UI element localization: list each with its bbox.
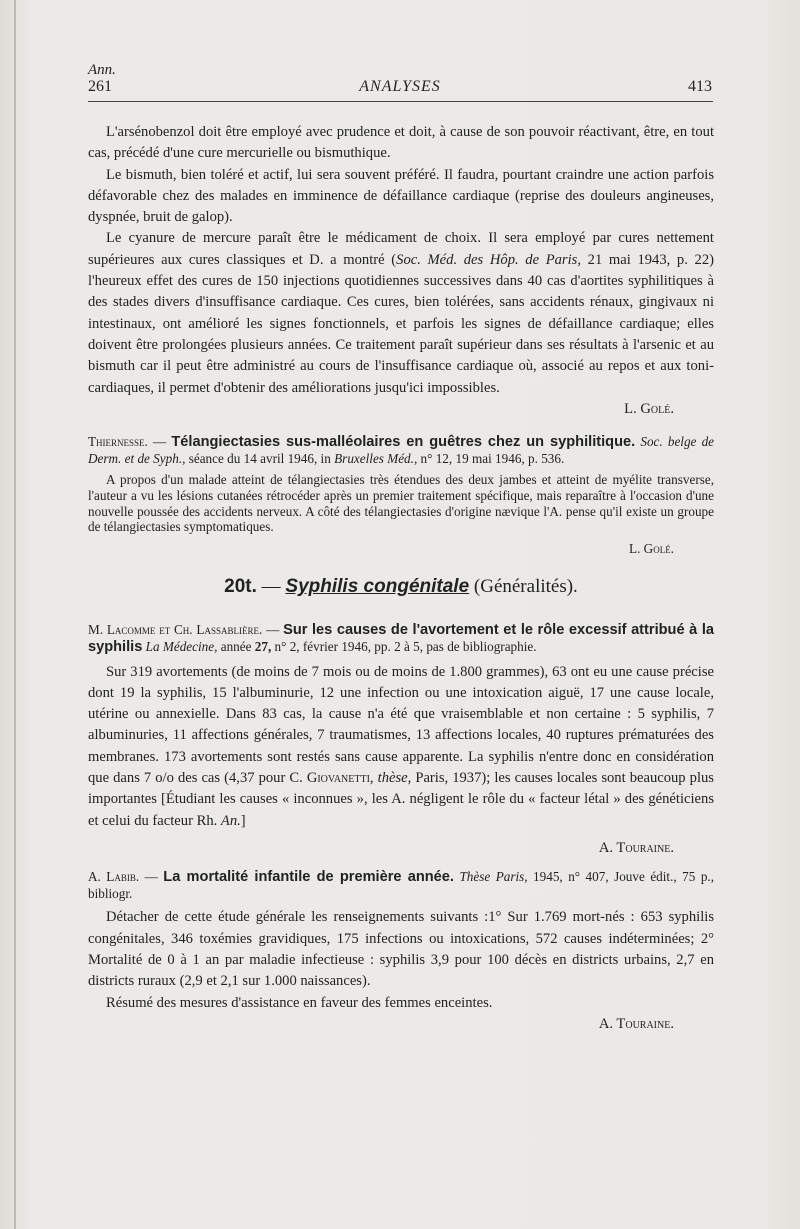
entry-text-cont: Paris, 1937); les causes locales sont beaucoup plus importantes [Étudiant les causes « inconnues », les A. négligent le rôle du « facteur létal » des généticiens et celui du facteur Rh.: [88, 769, 714, 829]
section-subtitle: (Généralités).: [469, 576, 578, 598]
entry-reference: Soc. belge de Derm. et de Syph.,: [88, 434, 715, 466]
entry-cited-author: Giovanetti,: [306, 769, 374, 786]
entry-reference-journal: Bruxelles Méd.,: [334, 450, 418, 466]
entry-reference-journal: La Médecine,: [142, 638, 218, 654]
entry-labib-text-1: Détacher de cette étude générale les renseignements suivants :1° Sur 1.769 mort-nés : 653 syphilis congénitales, 346 toxémies gravidiques, 175 infections ou intoxications, 572 causes indéterminées; 2° Mortalité de 0 à 1 an par maladie infectieuse : syphilis 3,9 pour 100 décès en districts urbains, 2,7 en districts ruraux (2,9 et 2,1 sur 1.000 naissances).: [88, 909, 714, 990]
section-heading: [88, 576, 714, 598]
entry-text: Sur 319 avortements (de moins de 7 mois ou de moins de 1.800 grammes), 63 ont eu une cause précise dont 19 la syphilis, 15 l'albuminurie, 12 une infection ou une intoxication aiguë, 17 une cause locale, utérine ou annexielle. Dans 83 cas, la cause n'a été que vraisemblable et non certaine : 5 syphilis, 7 albuminuries, 11 affections générales, 7 traumatismes, 13 affections locales, 40 ruptures prématurées des membranes. 173 avortements sont restés sans cause apparente. La syphilis n'entre donc en considération que dans 7 o/o des cas (4,37 pour C.: [88, 663, 714, 786]
entry-thiernesse-text: A propos d'un malade atteint de télangiectasies très étendues des deux jambes et atteint de myélite transverse, l'auteur a vu les lésions cutanées rétrocéder après un premier traitement spécifique, mais reparaître à l'occasion d'une nouvelle poussée des accidents nerveux. A côté des télangiectasies d'origine nævique l'A. pense qu'il existe un groupe de télangiectasies symptomatiques.: [88, 472, 714, 535]
entry-thiernesse-citation: [88, 434, 714, 466]
entry-text-end: ]: [240, 812, 246, 829]
binding-edge: [14, 0, 16, 1229]
entry-dash: —: [262, 622, 284, 638]
entry-lacomme-text: [88, 662, 714, 832]
running-head-volume: 261: [88, 78, 112, 95]
signature-touraine-2: A. Touraine.: [598, 1015, 674, 1032]
signature-gole-2: L. Golé.: [629, 540, 674, 556]
running-head-title: ANALYSES: [359, 78, 441, 95]
entry-title: Télangiectasies sus-malléolaires en guêtres chez un syphilitique.: [171, 434, 636, 451]
entry-cited-work: thèse,: [373, 769, 412, 786]
signature-touraine-1: A. Touraine.: [598, 839, 674, 856]
running-head-journal: Ann.: [88, 62, 116, 78]
entry-reference: Thèse Paris,: [453, 869, 528, 885]
entry-author: M. Lacomme et Ch. Lassablière.: [88, 622, 263, 638]
intro-paragraph-3: [88, 228, 714, 398]
entry-dash: —: [147, 434, 172, 450]
section-dash: —: [256, 576, 286, 598]
entry-labib-citation: [88, 869, 714, 901]
entry-labib-text-2: Résumé des mesures d'assistance en faveur des femmes enceintes.: [106, 994, 493, 1011]
entry-author: Thiernesse.: [88, 434, 148, 450]
entry-reference-end: n° 2, février 1946, pp. 2 à 5, pas de bibliographie.: [271, 638, 537, 654]
entry-dash: —: [139, 869, 164, 885]
intro-p3-reference: Soc. Méd. des Hôp. de Paris,: [396, 251, 581, 268]
section-number: 20t.: [224, 576, 257, 598]
entry-reference-year: 27,: [254, 638, 272, 654]
entry-author: A. Labib.: [88, 869, 140, 885]
entry-lacomme-citation: [88, 622, 714, 655]
section-title: Syphilis congénitale: [285, 576, 470, 598]
signature-gole-1: L. Golé.: [624, 400, 674, 417]
entry-title: La mortalité infantile de première année.: [163, 869, 454, 886]
entry-reference-mid: séance du 14 avril 1946, in: [185, 450, 335, 466]
entry-annotation-mark: An.: [220, 812, 241, 829]
intro-paragraph-2: Le bismuth, bien toléré et actif, lui sera souvent préféré. Il faudra, pourtant craindre une action parfois défavorable chez des malades en imminence de défaillance cardiaque (reprise des douleurs angineuses, dyspnée, bruit de galop).: [88, 166, 714, 226]
intro-p3-text: Le cyanure de mercure paraît être le médicament de choix. Il sera employé par cures nettement supérieures aux cures classiques et D. a montré (: [88, 230, 714, 268]
intro-paragraph-1: L'arsénobenzol doit être employé avec prudence et doit, à cause de son pouvoir réactivant, être, en tout cas, précédé d'une cure mercurielle ou bismuthique.: [88, 124, 714, 162]
page-body: [88, 122, 714, 1035]
entry-reference-end: n° 12, 19 mai 1946, p. 536.: [417, 450, 565, 466]
entry-reference-end: 1945, n° 407, Jouve édit., 75 p., bibliogr.: [88, 869, 715, 901]
entry-title: Sur les causes de l'avortement et le rôle excessif attribué à la syphilis: [88, 622, 715, 655]
page-number: 413: [688, 78, 712, 95]
intro-p3-text-end: 21 mai 1943, p. 22) l'heureux effet des cures de 150 injections quotidiennes successives dans 40 cas d'aortites syphilitiques à des stades divers d'insuffisance cardiaque. Ces cures, bien tolérées, sans accidents rénaux, gingivaux ni intestinaux, ont amélioré les signes fonctionnels, et parfois les signes de défaillance cardiaque; elles doivent être prolongées plusieurs années. Ce traitement paraît supérieur dans ses résultats à l'arsenic et au bismuth car il peut être administré au cours de l'insuffisance cardiaque où, associé au repos et aux toni-cardiaques, il permet d'obtenir des améliorations jusqu'ici impossibles.: [88, 251, 714, 396]
header-rule: [88, 101, 713, 102]
entry-reference-mid: année: [217, 638, 255, 654]
